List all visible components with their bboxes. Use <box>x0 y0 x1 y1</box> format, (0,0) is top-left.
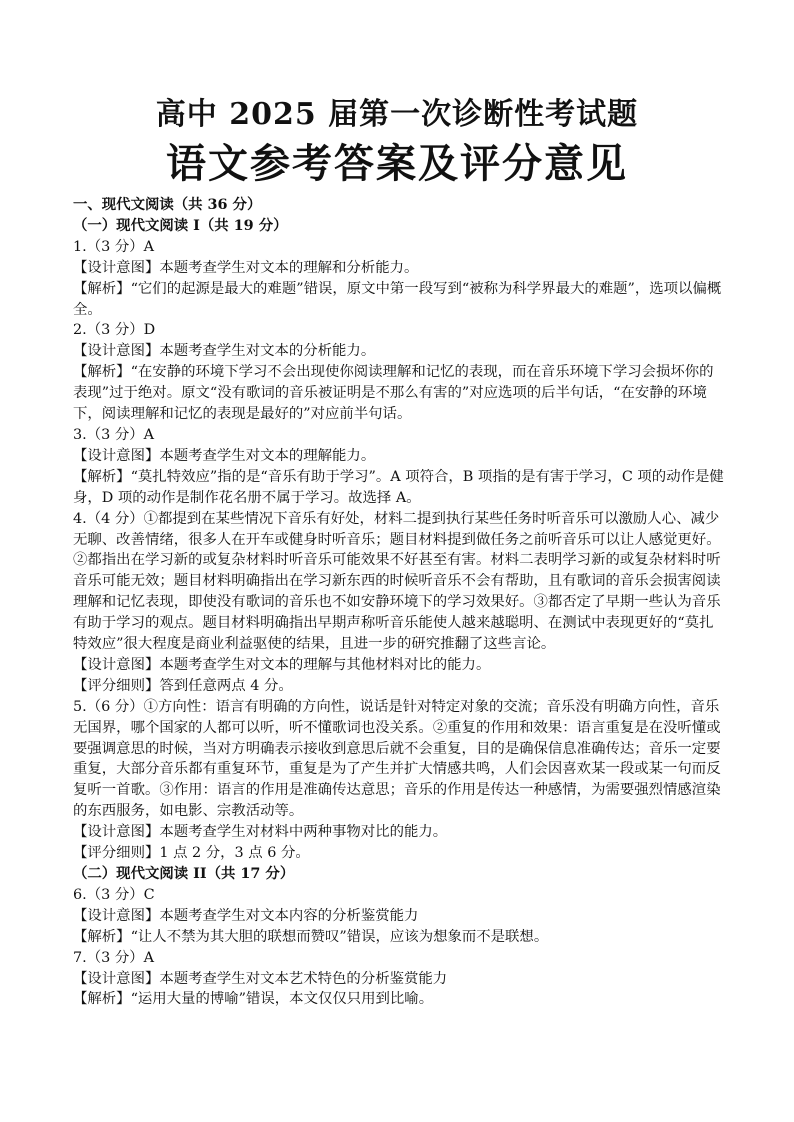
subsection-heading-2: （二）现代文阅读 II（共 17 分） <box>73 865 295 882</box>
subsection-heading: （一）现代文阅读 I（共 19 分） <box>73 216 288 234</box>
section-heading: 一、现代文阅读（共 36 分） <box>73 196 262 213</box>
q1-analysis: 【解析】“它们的起源是最大的难题”错误，原文中第一段写到“被称为科学界最大的难题”，选项以偏概全。 <box>73 280 722 318</box>
q7-design-intent: 【设计意图】本题考查学生对文本艺术特色的分析鉴赏能力 <box>73 970 448 987</box>
q2-answer: 2.（3 分）D <box>73 322 156 339</box>
q5-design-intent: 【设计意图】本题考查学生对材料中两种事物对比的能力。 <box>73 824 448 841</box>
q4-scoring: 【评分细则】答到任意两点 4 分。 <box>73 677 293 694</box>
exam-title: 高中 2025 届第一次诊断性考试题 <box>155 97 639 132</box>
q4-answer: 4.（4 分）①都提到在某些情况下音乐有好处，材料二提到执行某些任务时听音乐可以激励人心、减少无聊、改善情绪，很多人在开车或健身时听音乐；题目材料提到做任务之前听音乐可以让人感觉更好。②都指出在学习新的或复杂材料时听音乐可能效果不好甚至有害。材料二表明学习新的或复杂材料时听音乐可能无效；题目材料明确指出在学习新东西的时候听音乐不会有帮助，且有歌词的音乐会损害阅读理解和记忆表现，即使没有歌词的音乐也不如安静环境下的学习效果好。③都否定了早期一些认为音乐有助于学习的观点。题目材料明确指出早期声称听音乐能使人越来越聪明、在测试中表现更好的“莫扎特效应”很大程度是商业利益驱使的结果，且进一步的研究推翻了这些言论。 <box>73 510 721 653</box>
q5-answer: 5.（6 分）①方向性：语言有明确的方向性，说话是针对特定对象的交流；音乐没有明确方向性，音乐无国界，哪个国家的人都可以听，听不懂歌词也没关系。②重复的作用和效果：语言重复是在没听懂或要强调意思的时候，当对方明确表示接收到意思后就不会重复，目的是确保信息准确传达；音乐一定要重复，大部分音乐都有重复环节，重复是为了产生并扩大情感共鸣，人们会因喜欢某一段或某一句而反复听一首歌。③作用：语言的作用是准确传达意思；音乐的作用是传达一种感情，为需要强烈情感渲染的东西服务，如电影、宗教活动等。 <box>73 698 721 820</box>
document-body <box>73 195 725 1010</box>
q3-answer: 3.（3 分）A <box>73 426 155 443</box>
q6-answer: 6.（3 分）C <box>73 886 155 903</box>
q3-analysis: 【解析】“莫扎特效应”指的是“音乐有助于学习”。A 项符合，B 项指的是有害于学习，C 项的动作是健身，D 项的动作是制作花名册不属于学习。故选择 A。 <box>73 468 724 506</box>
q7-analysis: 【解析】“运用大量的博喻”错误，本文仅仅只用到比喻。 <box>73 991 434 1008</box>
q6-design-intent: 【设计意图】本题考查学生对文本内容的分析鉴赏能力 <box>73 907 419 924</box>
q4-design-intent: 【设计意图】本题考查学生对文本的理解与其他材料对比的能力。 <box>73 656 491 673</box>
document-subtitle: 语文参考答案及评分意见 <box>166 140 628 187</box>
q1-answer: 1.（3 分）A <box>73 238 155 255</box>
q3-design-intent: 【设计意图】本题考查学生对文本的理解能力。 <box>73 447 376 464</box>
q7-answer: 7.（3 分）A <box>73 949 155 966</box>
q2-analysis: 【解析】“在安静的环境下学习不会出现使你阅读理解和记忆的表现，而在音乐环境下学习会损坏你的表现”过于绝对。原文“没有歌词的音乐被证明是不那么有害的”对应选项的后半句话，“在安静的环境下，阅读理解和记忆的表现是最好的”对应前半句话。 <box>73 364 714 423</box>
q2-design-intent: 【设计意图】本题考查学生对文本的分析能力。 <box>73 343 376 360</box>
q1-design-intent: 【设计意图】本题考查学生对文本的理解和分析能力。 <box>73 259 419 276</box>
q6-analysis: 【解析】“让人不禁为其大胆的联想而赞叹”错误，应该为想象而不是联想。 <box>73 928 549 945</box>
q5-scoring: 【评分细则】1 点 2 分，3 点 6 分。 <box>73 845 310 862</box>
